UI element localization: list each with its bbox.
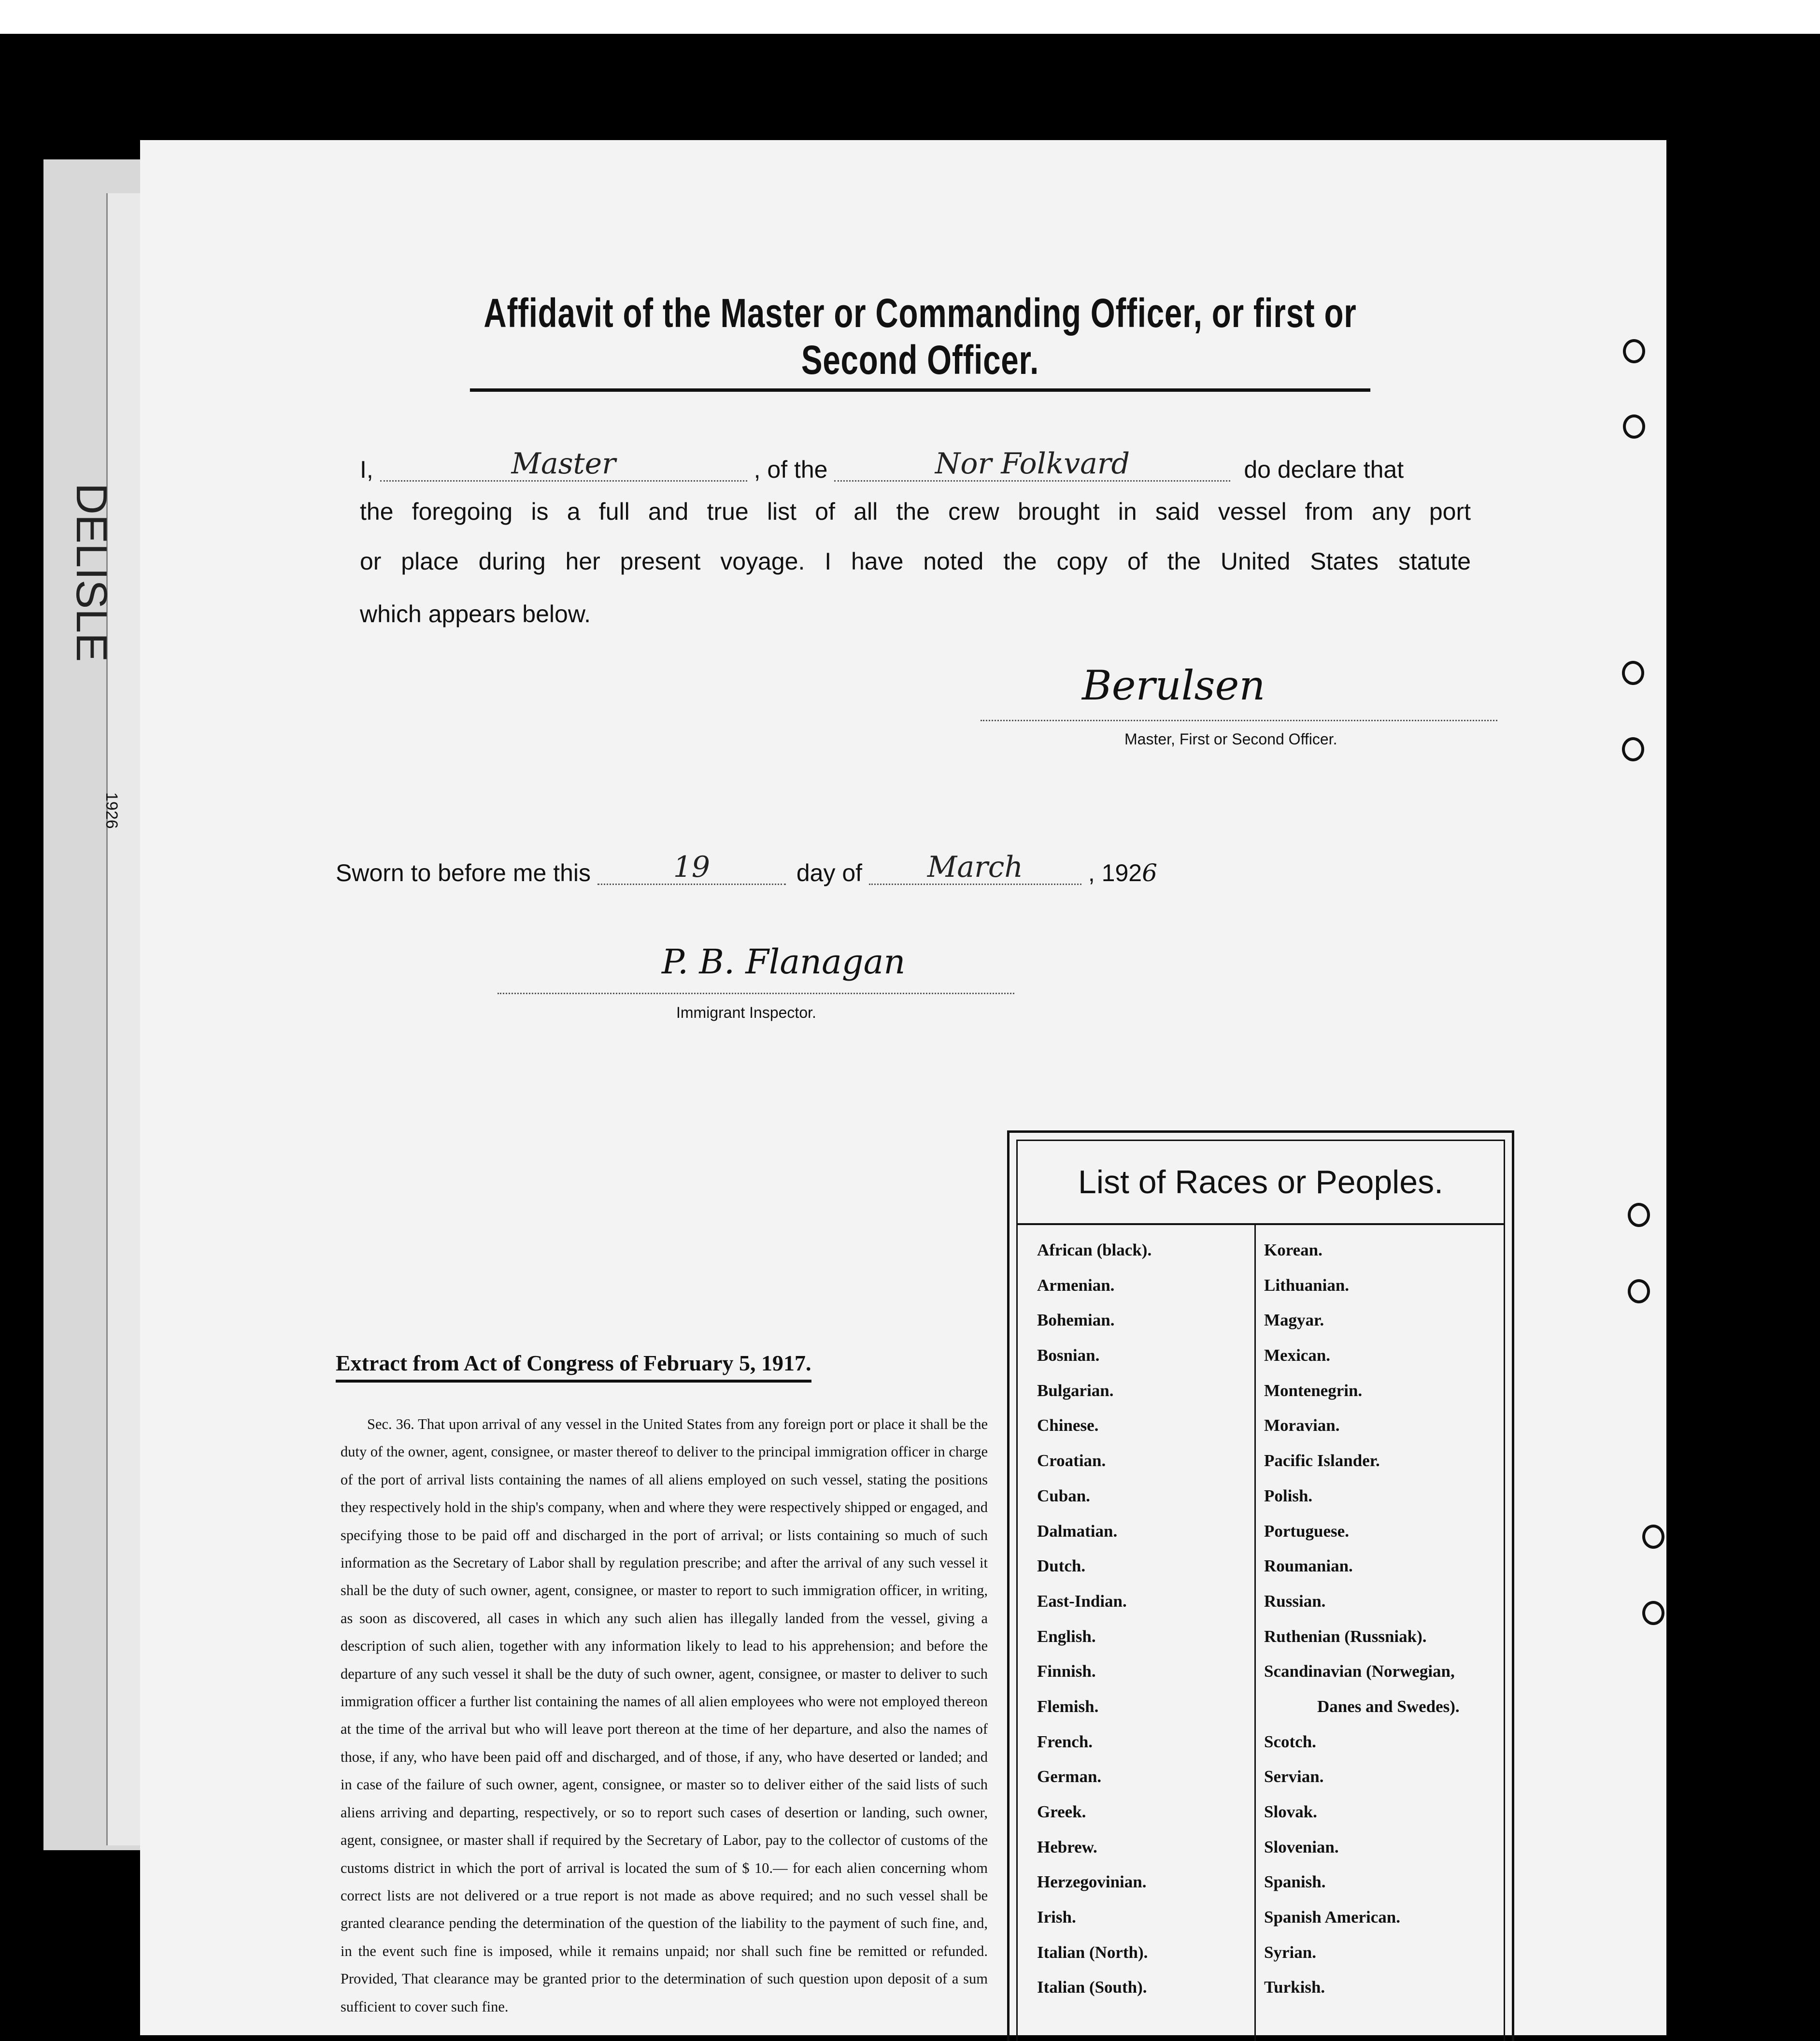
race-item-right: Lithuanian. xyxy=(1264,1275,1350,1295)
race-item-right: Scotch. xyxy=(1264,1732,1316,1751)
races-column-divider xyxy=(1254,1223,1256,2041)
binder-hole xyxy=(1623,339,1645,363)
sworn-prefix: Sworn to before me this xyxy=(336,859,591,886)
race-item-left: Croatian. xyxy=(1037,1451,1106,1470)
race-item-right: Ruthenian (Russniak). xyxy=(1264,1627,1427,1646)
extract-title: Extract from Act of Congress of February 5, 1917. xyxy=(336,1350,811,1383)
sworn-month-field: March xyxy=(869,853,1081,885)
race-item-left: Bulgarian. xyxy=(1037,1381,1114,1400)
binder-hole xyxy=(1628,1203,1650,1227)
inspector-caption: Immigrant Inspector. xyxy=(676,1004,816,1021)
race-item-left: Greek. xyxy=(1037,1802,1086,1821)
race-item-left: Armenian. xyxy=(1037,1275,1115,1295)
margin-stamp-name xyxy=(66,483,116,512)
race-item-left: Italian (North). xyxy=(1037,1942,1148,1962)
race-item-left: Flemish. xyxy=(1037,1697,1099,1716)
declaration-line-3: or place during her present voyage. I have noted the copy of the United States statute xyxy=(360,548,1471,575)
races-left-column xyxy=(1037,1233,1152,2005)
inspector-signature: P. B. Flanagan xyxy=(662,942,906,982)
race-item-left: German. xyxy=(1037,1767,1102,1786)
race-item-right: Spanish American. xyxy=(1264,1908,1400,1927)
races-table-inner xyxy=(1016,1140,1505,2041)
race-item-left: Bosnian. xyxy=(1037,1346,1100,1365)
race-item-left: African (black). xyxy=(1037,1241,1152,1259)
race-item-right: Korean. xyxy=(1264,1241,1322,1259)
race-item-right: Servian. xyxy=(1264,1767,1324,1786)
scan-top-border xyxy=(0,0,1820,34)
binder-hole xyxy=(1642,1525,1664,1549)
race-item-left: Hebrew. xyxy=(1037,1837,1097,1856)
binder-hole xyxy=(1623,414,1645,439)
binder-hole xyxy=(1628,1279,1650,1303)
year-suffix: 6 xyxy=(1142,859,1157,887)
race-item-right: Roumanian. xyxy=(1264,1556,1353,1576)
vessel-field: Nor Folkvard xyxy=(834,449,1230,482)
race-item-left: Cuban. xyxy=(1037,1486,1090,1505)
of-the-label: , of the xyxy=(754,456,828,483)
declaration-line-2: the foregoing is a full and true list of all the crew brought in said vessel from any port xyxy=(360,498,1471,525)
affidavit-title: Affidavit of the Master or Commanding Officer, or first or Second Officer. xyxy=(470,290,1370,392)
race-item-right: Spanish. xyxy=(1264,1872,1326,1892)
race-item-right: Russian. xyxy=(1264,1591,1326,1611)
race-item-right: Portuguese. xyxy=(1264,1521,1349,1541)
race-item-right: Pacific Islander. xyxy=(1264,1451,1380,1470)
races-right-column xyxy=(1264,1233,1460,2005)
sworn-day-field: 19 xyxy=(597,853,786,885)
race-item-left: Chinese. xyxy=(1037,1416,1099,1435)
race-item-left: Dutch. xyxy=(1037,1556,1086,1576)
master-signature-line xyxy=(981,720,1497,721)
race-item-right: Danes and Swedes). xyxy=(1317,1697,1460,1716)
race-item-right: Mexican. xyxy=(1264,1346,1331,1365)
inspector-signature-line xyxy=(498,993,1014,994)
day-of-label: day of xyxy=(796,859,863,886)
race-item-left: English. xyxy=(1037,1627,1096,1646)
decl-prefix: I, xyxy=(360,456,373,483)
binder-hole xyxy=(1622,737,1644,761)
race-item-right: Slovenian. xyxy=(1264,1837,1339,1856)
sworn-line xyxy=(336,850,1157,887)
extract-body: Sec. 36. That upon arrival of any vessel in the United States from any foreign port or place it shall be the duty of the owner, agent, consignee, or master thereof to deliver to the principal immigration officer in charge of the port of arrival lists containing the names of all aliens employed on such vessel, stating the positions they respectively hold in the ship's company, when and where they were respectively shipped or engaged, and specifying those to be paid off and discharged in the port of arrival; or lists containing so much of such information as the Secretary of Labor shall by regulation prescribe; and after the arrival of any such vessel it shall be the duty of such owner, agent, consignee, or master to report to such immigration officer, in writing, as soon as discovered, all cases in which any such alien has illegally landed from the vessel, giving a description of such alien, together with any information likely to lead to his apprehension; and before the departure of any such vessel it shall be the duty of such owner, agent, consignee, or master to deliver to such immigration officer a further list containing the names of all alien employees who were not employed thereon at the time of the arrival but who will leave port thereon at the time of her departure, and also the names of those, if any, who have been paid off and discharged, and of those, if any, who have deserted or landed; and in case of the failure of such owner, agent, consignee, or master so to deliver either of the said lists of such aliens arriving and departing, respectively, or so to report such cases of desertion or landing, such owner, agent, consignee, or master shall if required by the Secretary of Labor, pay to the collector of customs of the customs district in which the port of arrival is located the sum of $ 10.— for each alien concerning whom correct lists are not delivered or a true report is not made as above required; and no such vessel shall be granted clearance pending the determination of the question of the liability to the payment of such fine, and, in the event such fine is imposed, while it remains unpaid; nor shall such fine be remitted or refunded. Provided, That clearance may be granted prior to the determination of such question upon deposit of a sum sufficient to cover such fine. xyxy=(341,1416,988,2015)
race-item-left: Irish. xyxy=(1037,1908,1076,1927)
declaration-line-1 xyxy=(360,449,1404,482)
race-item-left: French. xyxy=(1037,1732,1093,1751)
master-signature-caption: Master, First or Second Officer. xyxy=(1124,730,1337,748)
race-item-right: Syrian. xyxy=(1264,1942,1316,1962)
races-table xyxy=(1007,1130,1514,2041)
race-item-left: Bohemian. xyxy=(1037,1311,1115,1330)
race-item-right: Moravian. xyxy=(1264,1416,1340,1435)
race-item-left: Finnish. xyxy=(1037,1662,1096,1681)
race-item-right: Scandinavian (Norwegian, xyxy=(1264,1662,1455,1681)
year-prefix: , 192 xyxy=(1088,859,1142,886)
binder-hole xyxy=(1642,1601,1664,1625)
binder-hole xyxy=(1622,661,1644,685)
margin-stamp-year: 1926 xyxy=(102,792,121,829)
races-title: List of Races or Peoples. xyxy=(1018,1141,1504,1225)
race-item-left: Herzegovinian. xyxy=(1037,1872,1147,1892)
affidavit-page xyxy=(140,140,1666,2035)
race-item-right: Montenegrin. xyxy=(1264,1381,1363,1400)
rank-field: Master xyxy=(380,449,747,482)
race-item-right: Turkish. xyxy=(1264,1978,1325,1997)
race-item-left: Dalmatian. xyxy=(1037,1521,1118,1541)
race-item-left: East-Indian. xyxy=(1037,1591,1127,1611)
race-item-right: Magyar. xyxy=(1264,1311,1324,1330)
declare-label: do declare that xyxy=(1244,456,1404,483)
declaration-line-4: which appears below. xyxy=(360,600,591,628)
race-item-right: Polish. xyxy=(1264,1486,1313,1505)
race-item-right: Slovak. xyxy=(1264,1802,1317,1821)
race-item-left: Italian (South). xyxy=(1037,1978,1147,1997)
master-signature: Berulsen xyxy=(1082,662,1265,709)
